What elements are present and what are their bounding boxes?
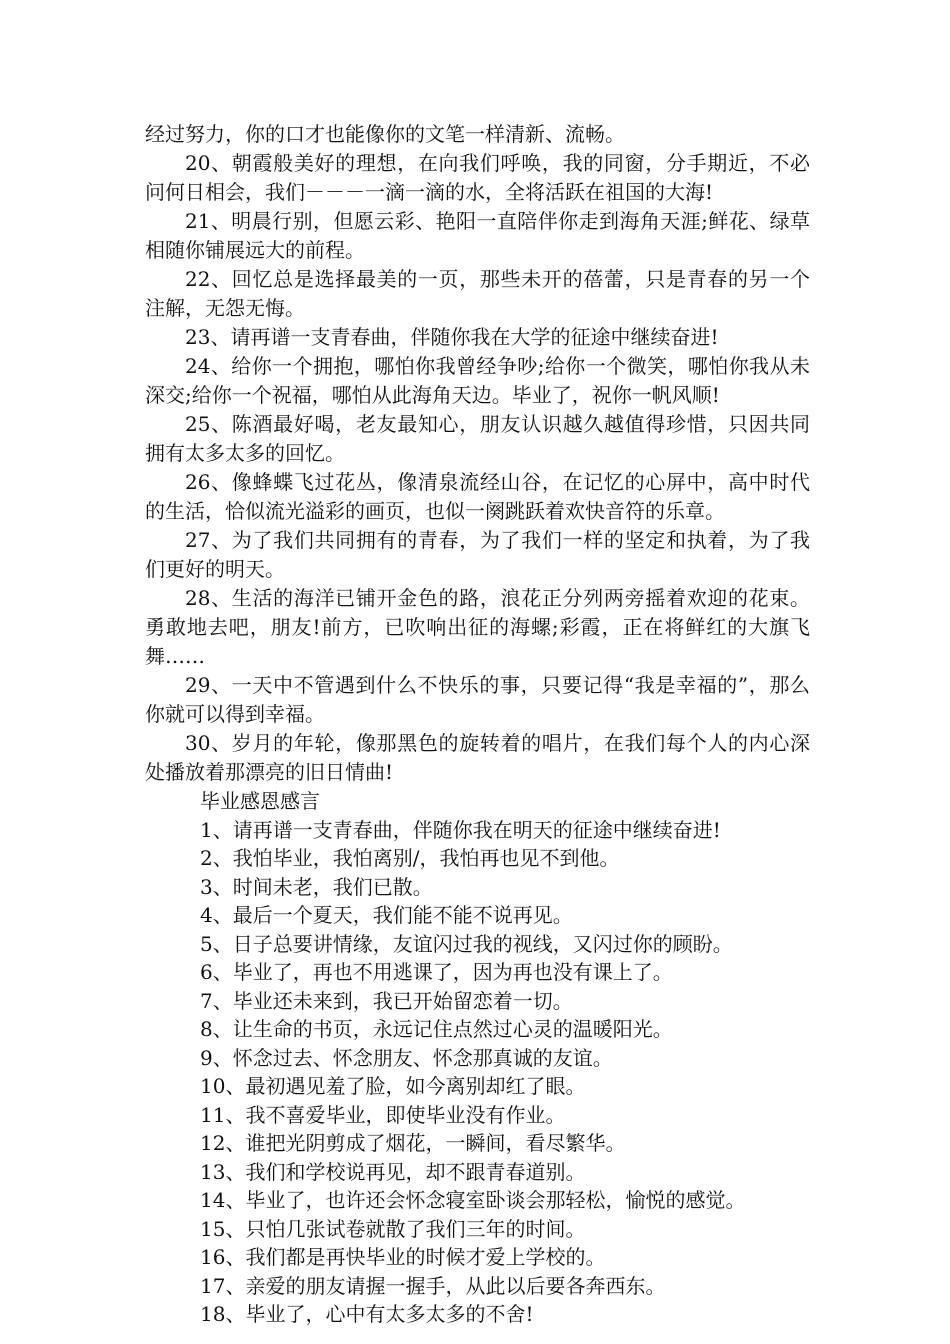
- list-item: 16、我们都是再快毕业的时候才爱上学校的。: [200, 1245, 606, 1269]
- section-title: 毕业感恩感言: [200, 789, 320, 813]
- list-item: 4、最后一个夏天，我们能不能不说再见。: [200, 903, 573, 927]
- list-item: 9、怀念过去、怀念朋友、怀念那真诚的友谊。: [200, 1045, 613, 1070]
- list-item: 10、最初遇见羞了脸，如今离别却红了眼。: [200, 1074, 586, 1098]
- list-item: 13、我们和学校说再见，却不跟青春道别。: [200, 1159, 586, 1184]
- document-page: [145, 120, 810, 1329]
- paragraph-24: 24、给你一个拥抱，哪怕你我曾经争吵;给你一个微笑，哪怕你我从未深交;给你一个祝福，哪怕从此海角天边。毕业了，祝你一帆风顺!: [145, 354, 810, 407]
- paragraph-20: 20、朝霞般美好的理想，在向我们呼唤，我的同窗，分手期近，不必问何日相会，我们－－－一滴一滴的水，全将活跃在祖国的大海!: [145, 151, 810, 204]
- list-item: 18、毕业了，心中有太多太多的不舍!: [200, 1302, 534, 1326]
- paragraph-continuation: 经过努力，你的口才也能像你的文笔一样清新、流畅。: [145, 122, 625, 146]
- list-item: 6、毕业了，再也不用逃课了，因为再也没有课上了。: [200, 960, 673, 984]
- paragraph-22: 22、回忆总是选择最美的一页，那些未开的蓓蕾，只是青春的另一个注解，无怨无悔。: [145, 267, 810, 320]
- paragraph-29: 29、一天中不管遇到什么不快乐的事，只要记得“我是幸福的”，那么你就可以得到幸福。: [145, 673, 810, 726]
- list-item: 2、我怕毕业，我怕离别/，我怕再也见不到他。: [200, 846, 620, 870]
- list-item: 12、谁把光阴剪成了烟花，一瞬间，看尽繁华。: [200, 1131, 626, 1155]
- paragraph-21: 21、明晨行别，但愿云彩、艳阳一直陪伴你走到海角天涯;鲜花、绿草相随你铺展远大的前程。: [145, 209, 810, 262]
- list-item: 14、毕业了，也许还会怀念寝室卧谈会那轻松，愉悦的感觉。: [200, 1188, 746, 1212]
- list-item: 17、亲爱的朋友请握一握手，从此以后要各奔西东。: [200, 1273, 666, 1298]
- paragraph-27: 27、为了我们共同拥有的青春，为了我们一样的坚定和执着，为了我们更好的明天。: [145, 528, 810, 581]
- paragraph-25: 25、陈酒最好喝，老友最知心，朋友认识越久越值得珍惜，只因共同拥有太多太多的回忆。: [145, 412, 810, 465]
- list-item: 1、请再谱一支青春曲，伴随你我在明天的征途中继续奋进!: [200, 817, 721, 842]
- list-item: 3、时间未老，我们已散。: [200, 874, 433, 899]
- list-item: 15、只怕几张试卷就散了我们三年的时间。: [200, 1216, 586, 1241]
- list-item: 7、毕业还未来到，我已开始留恋着一切。: [200, 988, 573, 1013]
- paragraph-30: 30、岁月的年轮，像那黑色的旋转着的唱片，在我们每个人的内心深处播放着那漂亮的旧日情曲!: [145, 731, 810, 784]
- list-item: 11、我不喜爱毕业，即使毕业没有作业。: [200, 1102, 566, 1127]
- paragraph-28: 28、生活的海洋已铺开金色的路，浪花正分列两旁摇着欢迎的花束。勇敢地去吧，朋友!前方，已吹响出征的海螺;彩霞，正在将鲜红的大旗飞舞……: [145, 586, 810, 668]
- paragraph-23: 23、请再谱一支青春曲，伴随你我在大学的征途中继续奋进!: [185, 325, 719, 349]
- list-item: 5、日子总要讲情缘，友谊闪过我的视线，又闪过你的顾盼。: [200, 931, 733, 956]
- list-item: 8、让生命的书页，永远记住点然过心灵的温暖阳光。: [200, 1017, 673, 1041]
- paragraph-26: 26、像蜂蝶飞过花丛，像清泉流经山谷，在记忆的心屏中，高中时代的生活，恰似流光溢彩的画页，也似一阕跳跃着欢快音符的乐章。: [145, 470, 810, 523]
